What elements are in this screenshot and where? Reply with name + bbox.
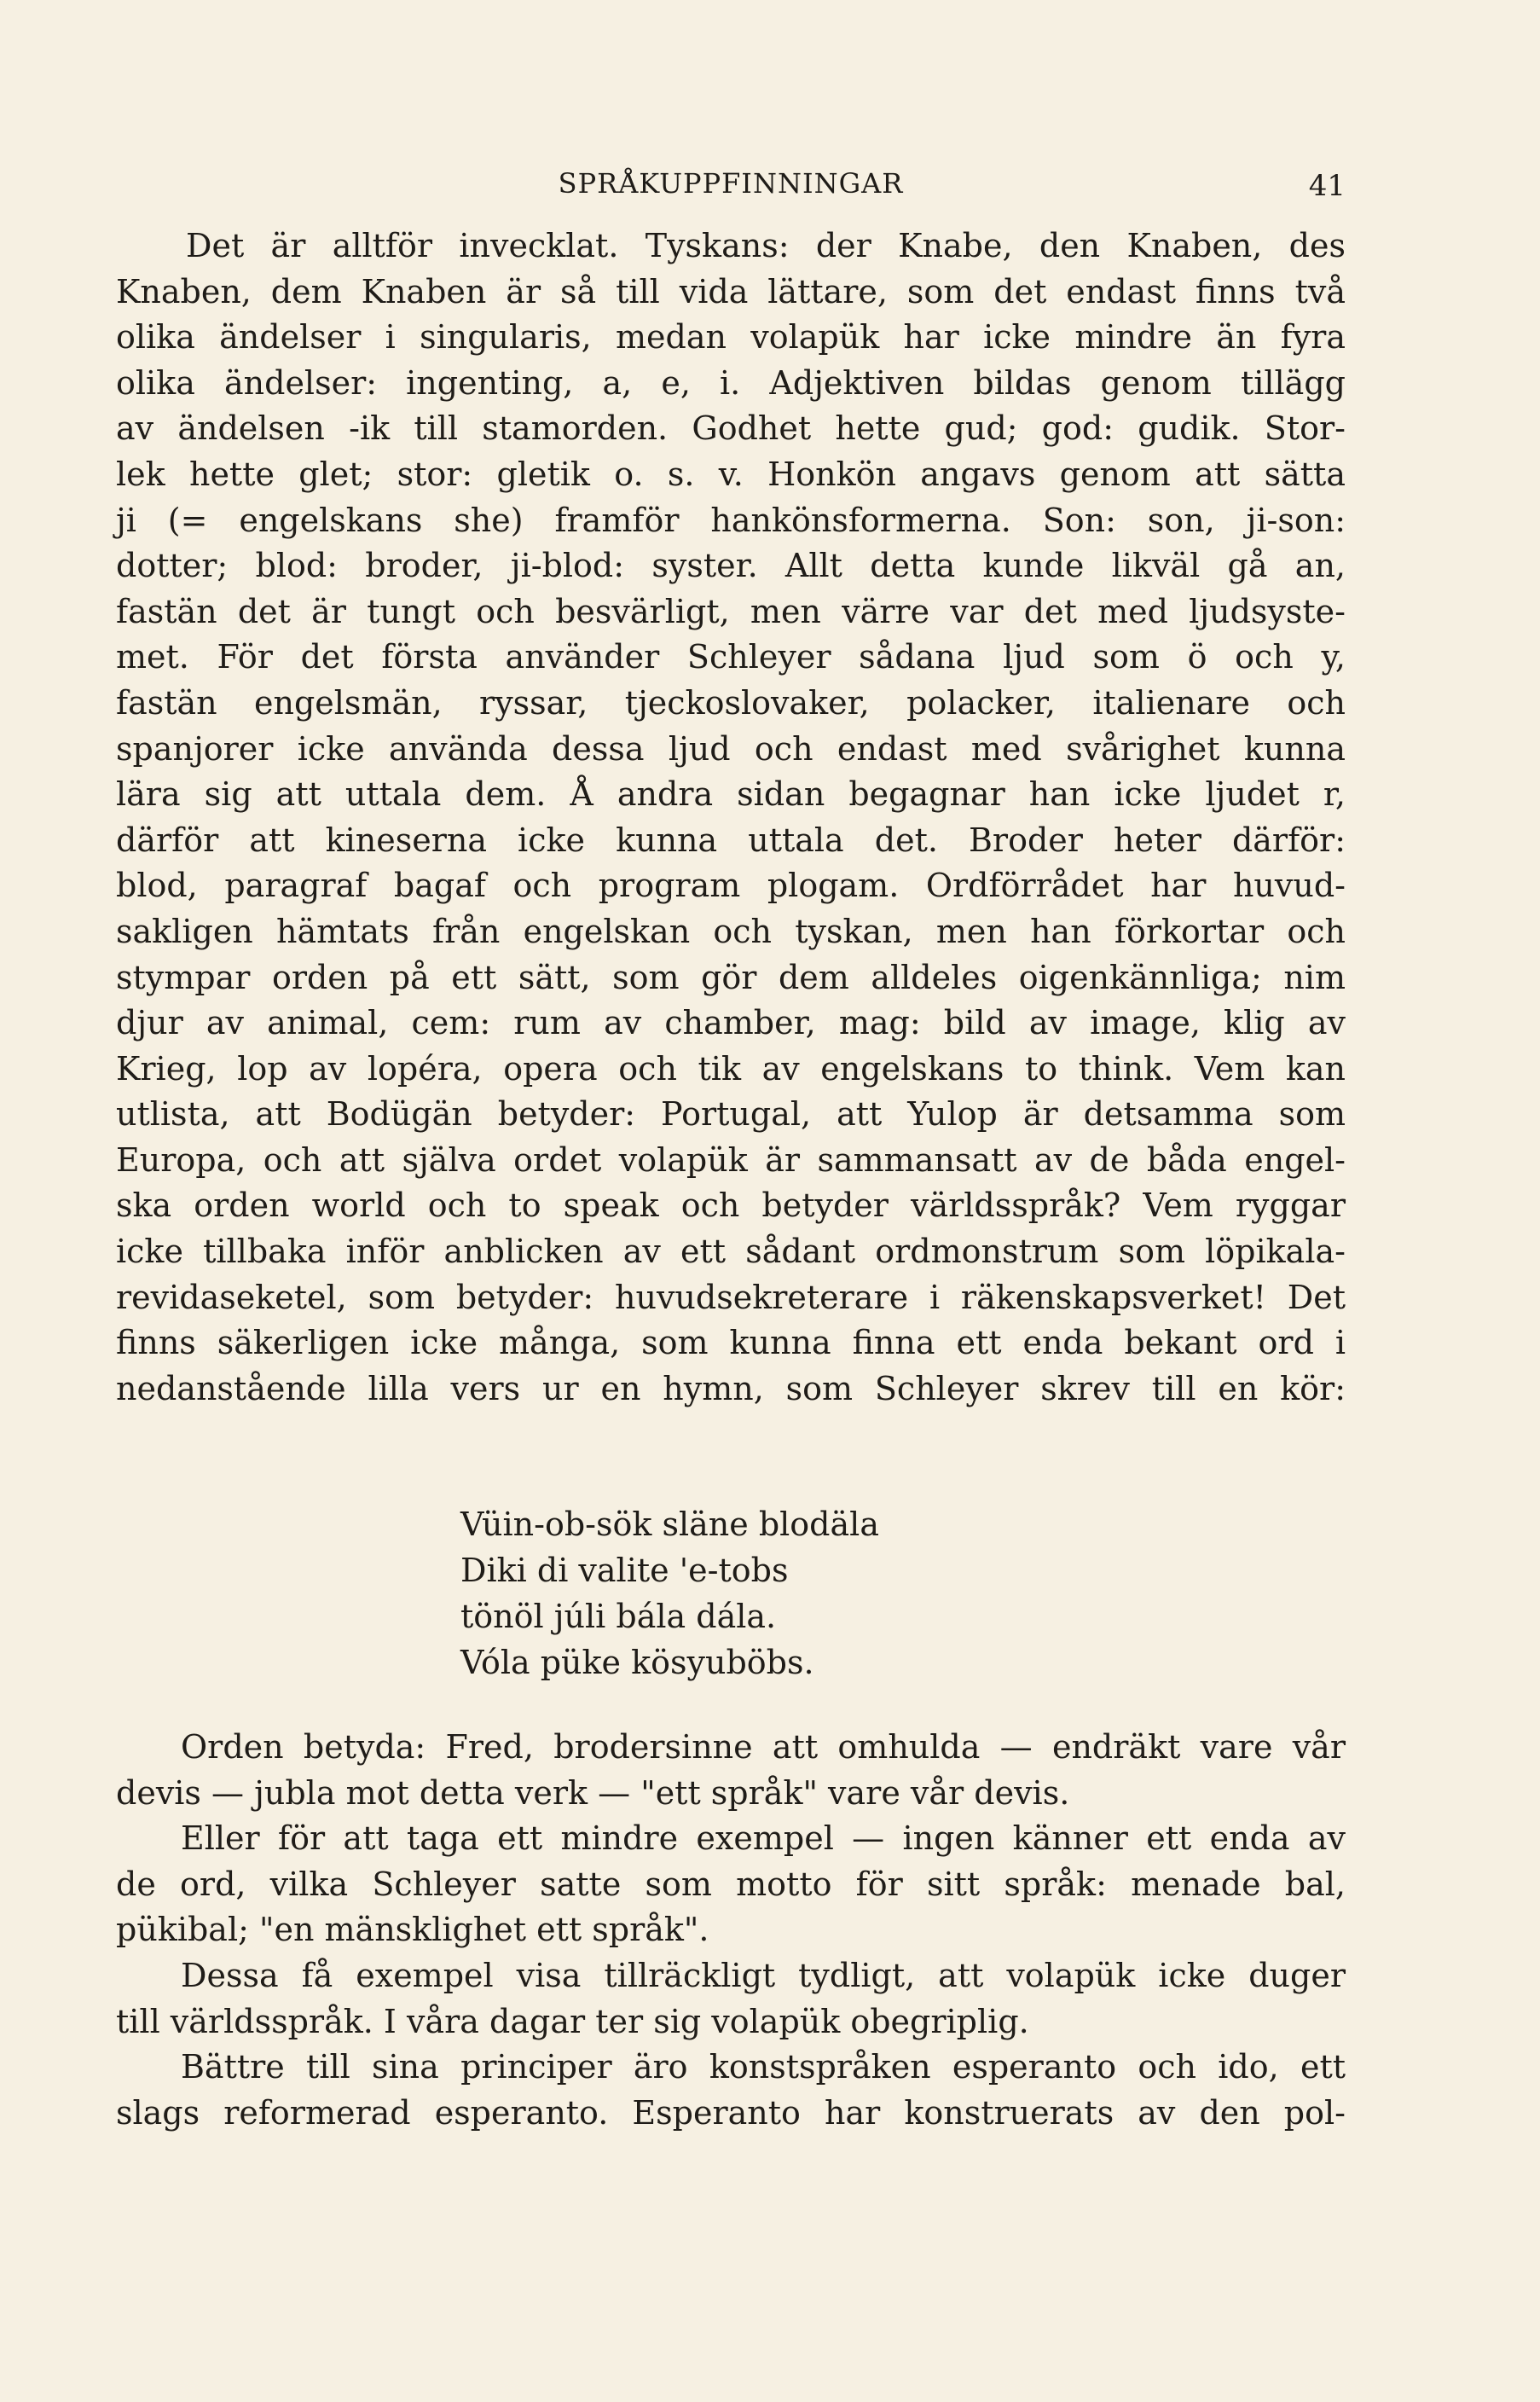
text-line: pükibal; "en mänsklighet ett språk". bbox=[116, 1911, 709, 1949]
text-line: slags reformerad esperanto. Esperanto har konstruerats av den pol- bbox=[116, 2093, 1346, 2132]
text-line: ska orden world och to speak och betyder världsspråk? Vem ryggar bbox=[116, 1186, 1346, 1225]
text-line: Krieg, lop av lopéra, opera och tik av engelskans to think. Vem kan bbox=[116, 1049, 1346, 1088]
text-line: till världsspråk. I våra dagar ter sig volapük obegriplig. bbox=[116, 2002, 1029, 2040]
text-line: Knaben, dem Knaben är så till vida lättare, som det endast finns två bbox=[116, 272, 1346, 310]
text-line: nedanstående lilla vers ur en hymn, som Schleyer skrev till en kör: bbox=[116, 1369, 1346, 1407]
running-head bbox=[116, 167, 1346, 210]
verse-line: tönöl júli bála dála. bbox=[460, 1598, 777, 1635]
text-line: blod, paragraf bagaf och program plogam. Ordförrådet har huvud- bbox=[116, 867, 1346, 905]
closing-paragraphs bbox=[116, 1725, 1346, 2136]
verse-line: Diki di valite 'e-tobs bbox=[460, 1552, 789, 1589]
verse-line: Vüin-ob-sök släne blodäla bbox=[460, 1506, 879, 1543]
text-line: dotter; blod: broder, ji-blod: syster. Allt detta kunde likväl gå an, bbox=[116, 547, 1346, 585]
text-line: ji (= engelskans she) framför hankönsformerna. Son: son, ji-son: bbox=[116, 501, 1346, 539]
text-line: utlista, att Bodügän betyder: Portugal, att Yulop är detsamma som bbox=[116, 1095, 1346, 1134]
text-line: lära sig att uttala dem. Å andra sidan begagnar han icke ljudet r, bbox=[116, 775, 1346, 814]
text-line: av ändelsen -ik till stamorden. Godhet hette gud; god: gudik. Stor- bbox=[116, 409, 1346, 448]
text-line: Europa, och att själva ordet volapük är sammansatt av de båda engel- bbox=[116, 1140, 1346, 1179]
hymn-verse bbox=[460, 1501, 879, 1685]
text-line: spanjorer icke använda dessa ljud och endast med svårighet kunna bbox=[116, 729, 1346, 768]
main-paragraph bbox=[116, 223, 1346, 1412]
text-line: met. För det första använder Schleyer sådana ljud som ö och y, bbox=[116, 638, 1346, 676]
text-line: olika ändelser i singularis, medan volapük har icke mindre än fyra bbox=[116, 318, 1346, 357]
text-line: Det är alltför invecklat. Tyskans: der Knabe, den Knaben, des bbox=[186, 227, 1346, 264]
text-line: olika ändelser: ingenting, a, e, i. Adjektiven bildas genom tillägg bbox=[116, 363, 1346, 402]
text-line: Orden betyda: Fred, brodersinne att omhulda — endräkt vare vår bbox=[181, 1728, 1346, 1766]
text-line: devis — jubla mot detta verk — "ett språk" vare vår devis. bbox=[116, 1773, 1070, 1812]
verse-line: Vóla püke kösyuböbs. bbox=[460, 1644, 814, 1681]
text-line: Eller för att taga ett mindre exempel — ingen känner ett enda av bbox=[181, 1819, 1346, 1858]
text-line: lek hette glet; stor: gletik o. s. v. Honkön angavs genom att sätta bbox=[116, 455, 1346, 493]
text-line: därför att kineserna icke kunna uttala det. Broder heter därför: bbox=[116, 821, 1346, 859]
text-line: fastän engelsmän, ryssar, tjeckoslovaker, polacker, italienare och bbox=[116, 683, 1346, 722]
running-title: SPRÅKUPPFINNINGAR bbox=[558, 167, 904, 200]
text-line: Bättre till sina principer äro konstspråken esperanto och ido, ett bbox=[181, 2048, 1346, 2086]
text-line: stympar orden på ett sätt, som gör dem alldeles oigenkännliga; nim bbox=[116, 958, 1346, 996]
text-line: Dessa få exempel visa tillräckligt tydligt, att volapük icke duger bbox=[181, 1956, 1346, 1994]
text-line: revidaseketel, som betyder: huvudsekreterare i räkenskapsverket! Det bbox=[116, 1278, 1346, 1316]
text-line: finns säkerligen icke många, som kunna finna ett enda bekant ord i bbox=[116, 1324, 1346, 1362]
text-line: fastän det är tungt och besvärligt, men värre var det med ljudsyste- bbox=[116, 592, 1346, 630]
text-line: de ord, vilka Schleyer satte som motto för sitt språk: menade bal, bbox=[116, 1865, 1346, 1903]
page-number: 41 bbox=[1308, 169, 1346, 203]
text-line: icke tillbaka inför anblicken av ett sådant ordmonstrum som löpikala- bbox=[116, 1233, 1346, 1271]
text-line: djur av animal, cem: rum av chamber, mag: bild av image, klig av bbox=[116, 1004, 1346, 1042]
text-line: sakligen hämtats från engelskan och tyskan, men han förkortar och bbox=[116, 912, 1346, 950]
